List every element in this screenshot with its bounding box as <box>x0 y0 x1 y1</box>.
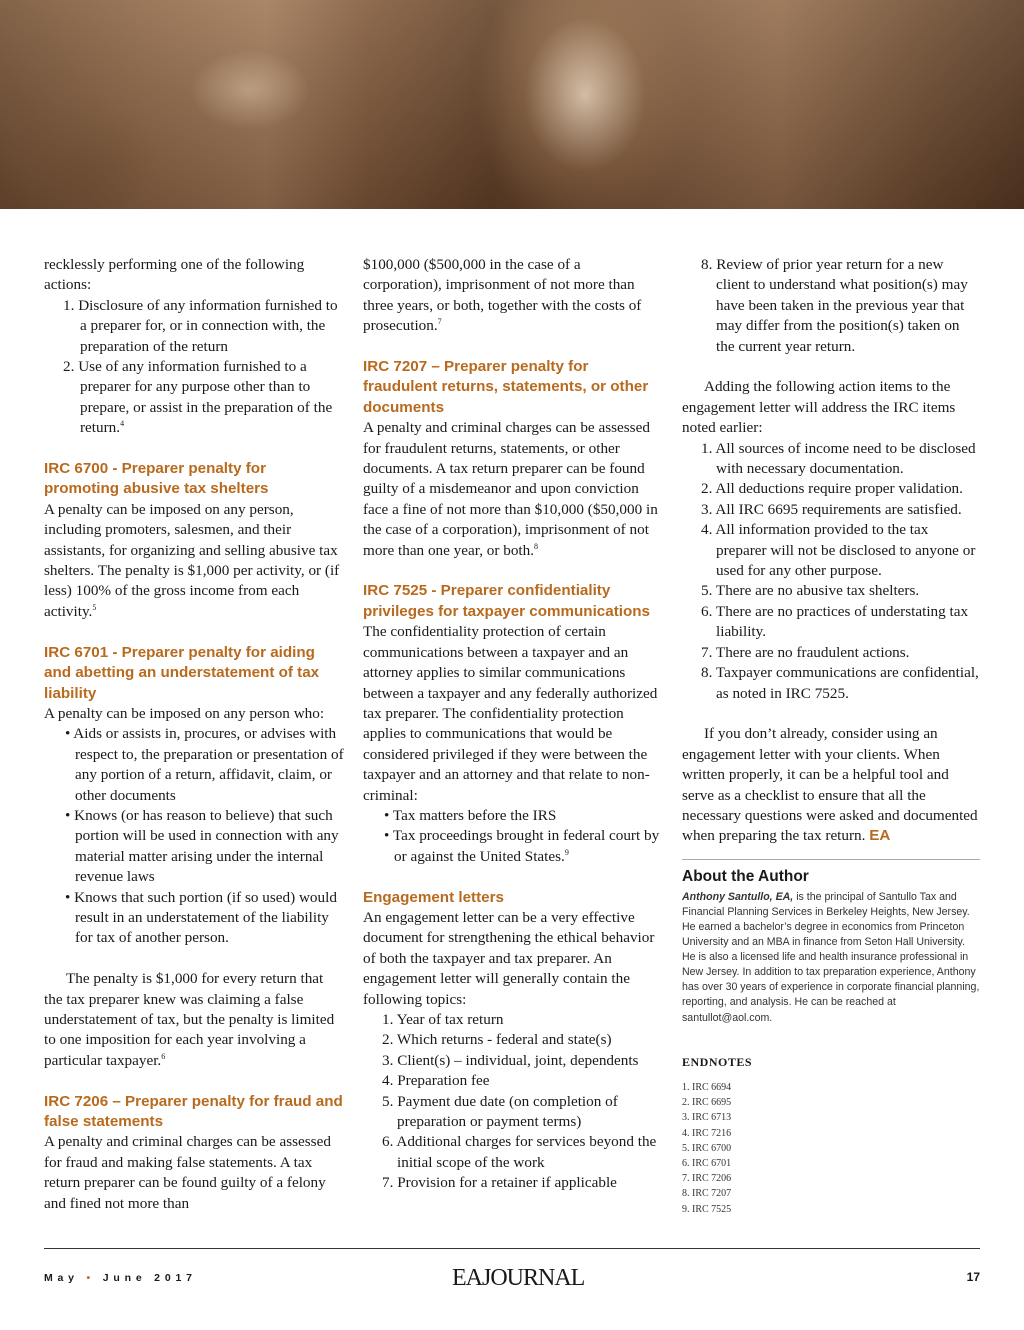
endnote: 1. IRC 6694 <box>682 1082 732 1093</box>
irc7525-bullets <box>363 806 660 867</box>
issue-date: May • June 2017 <box>44 1272 197 1284</box>
action-intro: Adding the following action items to the engagement letter will address the IRC items noted earlier: <box>682 378 956 437</box>
footnote-ref: 8 <box>534 541 539 551</box>
hero-photo <box>0 0 1024 209</box>
list-item: 4. All information provided to the tax preparer will not be disclosed to anyone or used for any other purpose. <box>701 521 976 580</box>
list-item: • Knows (or has reason to believe) that such portion will be used in connection with any material matter arising under the internal revenue laws <box>65 806 339 886</box>
intro-list <box>44 296 344 439</box>
list-item: 5. Payment due date (on completion of preparation or payment terms) <box>382 1092 618 1131</box>
section-text-irc6701: A penalty can be imposed on any person who: <box>44 704 325 722</box>
endnotes-list <box>682 1080 980 1217</box>
irc6701-paragraph: The penalty is $1,000 for every return that the tax preparer knew was claiming a false understatement of tax, but the penalty is limited to one imposition for each year involving a particular taxpayer.$^6$ <box>44 970 335 1069</box>
closing-paragraph: If you don’t already, consider using an engagement letter with your clients. When written properly, it can be a helpful tool and serve as a checklist to ensure that all the necessary questions were asked and documented when preparing the tax return. EA <box>682 725 978 845</box>
section-heading-irc7525: IRC 7525 - Preparer confidentiality privileges for taxpayer communications <box>363 582 650 620</box>
irc6701-bullets <box>44 724 344 948</box>
engagement-topics <box>363 1010 660 1194</box>
section-text-irc7206: A penalty and criminal charges can be assessed for fraud and making false statements. A tax return preparer can be found guilty of a felony and fined not more than <box>44 1133 331 1212</box>
list-item: 7. Provision for a retainer if applicable <box>382 1174 617 1192</box>
column-3 <box>682 255 980 1217</box>
list-item: 3. All IRC 6695 requirements are satisfied. <box>701 500 962 518</box>
list-item: 5. There are no abusive tax shelters. <box>701 582 920 600</box>
endnote: 5. IRC 6700 <box>682 1142 732 1154</box>
endnotes-heading: ENDNOTES <box>682 1054 753 1069</box>
section-text-irc6700: A penalty can be imposed on any person, including promoters, salesmen, and their assistants, for organizing and selling abusive tax shelters. The penalty is $1,000 per activity, or (if less) 100% of the gross income from each activity.$^5$ <box>44 500 340 620</box>
list-item: 8. Taxpayer communications are confidential, as noted in IRC 7525. <box>701 664 979 702</box>
endnote: 8. IRC 7207 <box>682 1188 732 1200</box>
list-item: 1. Year of tax return <box>382 1010 504 1028</box>
action-items <box>682 439 980 704</box>
section-heading-irc7207: IRC 7207 – Preparer penalty for fraudulent returns, statements, or other documents <box>363 358 649 416</box>
endnote: 9. IRC 7525 <box>682 1203 732 1215</box>
endnote: 6. IRC 6701 <box>682 1158 732 1170</box>
author-name: Anthony Santullo, EA, <box>682 890 794 903</box>
list-item: 3. Client(s) – individual, joint, dependents <box>382 1051 639 1069</box>
footnote-ref: 6 <box>161 1051 166 1061</box>
footnote-ref: 4 <box>120 419 125 429</box>
section-text-irc7525: The confidentiality protection of certain communications between a taxpayer and an attorney applies to similar communications between a taxpayer and any federally authorized tax preparer. The confidentiality protection applies to communications that would be considered privileged if they were between the taxpayer and an attorney and that relate to non-criminal: <box>363 623 658 804</box>
list-item: • Tax matters before the IRS <box>384 806 557 824</box>
list-item: 6. Additional charges for services beyond the initial scope of the work <box>382 1133 657 1171</box>
section-heading-irc6700: IRC 6700 - Preparer penalty for promoting abusive tax shelters <box>44 460 269 498</box>
section-heading-engagement: Engagement letters <box>363 888 504 906</box>
column-2 <box>363 255 660 1194</box>
list-item: • Aids or assists in, procures, or advises with respect to, the preparation or presentation of any portion of a return, affidavit, claim, or other documents <box>65 725 344 804</box>
endnote: 4. IRC 7216 <box>682 1127 732 1139</box>
engagement-topics-continued <box>682 255 980 357</box>
ea-end-mark: EA <box>869 827 891 845</box>
author-bio: Anthony Santullo, EA, is the principal of Santullo Tax and Financial Planning Services in Berkeley Heights, New Jersey. He earned a bachelor’s degree in economics from Princeton University and an MBA in finance from Seton Hall University. He is also a licensed life and health insurance professional in New Jersey. In addition to tax preparation experience, Anthony has over 30 years of experience in corporate financial planning, reporting, and analysis. He can be reached at santullot@aol.com. <box>682 890 980 1024</box>
endnote: 3. IRC 6713 <box>682 1112 732 1124</box>
list-item: 2. All deductions require proper validation. <box>701 480 963 498</box>
continued-text: $100,000 ($500,000 in the case of a corporation), imprisonment of not more than three years, or both, together with the costs of prosecution.$^7$ <box>363 256 642 335</box>
footnote-ref: 5 <box>92 602 97 612</box>
ea-journal-logo: EAJOURNAL <box>452 1265 585 1291</box>
section-text-irc7207: A penalty and criminal charges can be assessed for fraudulent returns, statements, or other documents. A tax return preparer can be found guilty of a misdemeanor and upon conviction face a fine of not more than $10,000 ($50,000 in the case of a corporation), imprisonment of not more than one year, or both.$^8$ <box>363 419 658 559</box>
footnote-ref: 9 <box>564 847 569 857</box>
list-item: 1. Disclosure of any information furnished to a preparer for, or in connection with, the preparation of the return <box>63 296 338 355</box>
list-item: 7. There are no fraudulent actions. <box>701 643 910 661</box>
column-1 <box>44 255 344 1214</box>
endnote: 2. IRC 6695 <box>682 1097 732 1109</box>
section-heading-irc6701: IRC 6701 - Preparer penalty for aiding and abetting an understatement of tax liability <box>44 643 320 702</box>
section-heading-irc7206: IRC 7206 – Preparer penalty for fraud and false statements <box>44 1092 343 1130</box>
intro-text: recklessly performing one of the following actions: <box>44 256 305 294</box>
list-item: 2. Which returns - federal and state(s) <box>382 1031 612 1049</box>
footer-rule <box>44 1248 980 1249</box>
list-item: 8. Review of prior year return for a new client to understand what position(s) may have been taken in the previous year that may differ from the position(s) taken on the current year return. <box>701 256 968 355</box>
about-author-heading: About the Author <box>682 867 809 885</box>
footnote-ref: 7 <box>437 317 442 327</box>
list-item: 2. Use of any information furnished to a preparer for any purpose other than to prepare, or assist in the preparation of the return.$^4$ <box>63 358 333 437</box>
list-item: 4. Preparation fee <box>382 1072 490 1090</box>
list-item: 1. All sources of income need to be disclosed with necessary documentation. <box>701 439 976 478</box>
list-item: • Knows that such portion (if so used) would result in an understatement of the liability for tax of another person. <box>65 888 337 947</box>
endnote: 7. IRC 7206 <box>682 1173 732 1185</box>
divider <box>682 859 980 860</box>
list-item: 6. There are no practices of understating tax liability. <box>701 602 969 641</box>
page-number: 17 <box>966 1270 980 1284</box>
list-item: • Tax proceedings brought in federal court by or against the United States.$^9$ <box>384 827 660 865</box>
section-text-engagement: An engagement letter can be a very effective document for strengthening the ethical behavior of both the taxpayer and tax preparer. An engagement letter will generally contain the following topics: <box>363 908 655 1008</box>
